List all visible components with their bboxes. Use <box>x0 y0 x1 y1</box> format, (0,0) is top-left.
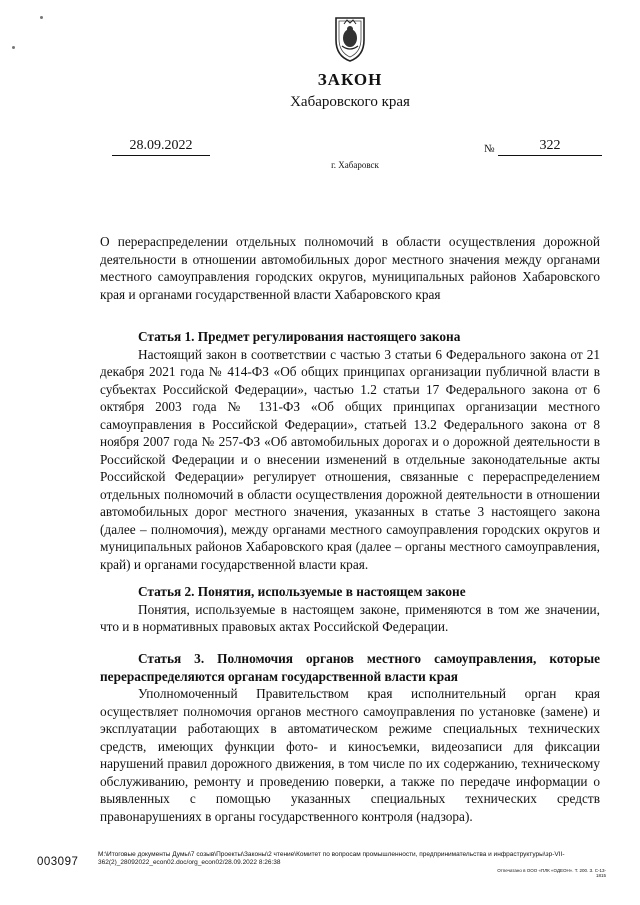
article-heading: Статья 1. Предмет регулирования настоящего закона <box>138 329 461 344</box>
document-type: ЗАКОН <box>317 70 383 89</box>
document-date: 28.09.2022 <box>112 138 210 156</box>
article-3 <box>100 650 600 825</box>
margin-mark <box>40 16 43 19</box>
coat-of-arms-icon <box>330 14 370 64</box>
document-number: 322 <box>498 138 602 156</box>
footer-print-stamp: Отпечатано в ООО «ПЛК «ОДЕОН». Т. 200. З. С-13-1815 <box>497 868 606 878</box>
number-sign: № <box>484 143 495 155</box>
law-title: О перераспределении отдельных полномочий в области осуществления дорожной деятельности в отношении автомобильных дорог местного значения между органами местного самоуправления городских округов, муниципальных районов Хабаровского края и органами государственной власти Хабаровского края <box>100 234 600 302</box>
coat-of-arms-emblem <box>330 14 370 64</box>
margin-mark <box>12 46 15 49</box>
article-heading: Статья 3. Полномочия органов местного самоуправления, которые перераспределяются органам государственной власти края <box>100 651 600 684</box>
footer-file-path: М:\Итоговые документы Думы\7 созыв\Проекты\Законы\2 чтение\Комитет по вопросам промышленности, предпринимательства и инфраструктуры\зр-VII-362(2)_28092022_econ02.doc/org_econ02/28.09.2022 8:26:38 <box>98 851 565 866</box>
region-name: Хабаровского края <box>290 94 410 110</box>
city-name: г. Хабаровск <box>331 160 379 170</box>
article-1 <box>100 328 600 573</box>
article-body: Настоящий закон в соответствии с частью 3 статьи 6 Федерального закона от 21 декабря 2021 года № 414-ФЗ «Об общих принципах организации публичной власти в субъектах Российской Федерации», частью 1.2 статьи 17 Федерального закона от 6 октября 2003 года № 131-ФЗ «Об общих принципах организации местного самоуправления в Российской Федерации», статьей 13.2 Федерального закона от 8 ноября 2007 года № 257-ФЗ «Об автомобильных дорогах и о дорожной деятельности в Российской Федерации и о внесении изменений в отдельные законодательные акты Российской Федерации» регулирует отношения, связанные с перераспределением отдельных полномочий в области осуществления дорожной деятельности в отношении автомобильных дорог местного значения, указанных в статье 3 настоящего закона (далее – полномочия), между органами местного самоуправления городских округов и муниципальных районов Хабаровского края (далее – органы местного самоуправления, край) и органами государственной власти края. <box>100 346 600 572</box>
footer-code: 003097 <box>37 856 79 868</box>
article-heading: Статья 2. Понятия, используемые в настоящем законе <box>138 584 466 599</box>
article-body: Понятия, используемые в настоящем законе, применяются в том же значении, что и в нормативных правовых актах Российской Федерации. <box>100 601 600 634</box>
article-2 <box>100 583 600 636</box>
article-body: Уполномоченный Правительством края исполнительный орган края осуществляет полномочия органов местного самоуправления по установке (замене) и эксплуатации работающих в автоматическом режиме специальных технических средств, имеющих функции фото- и киносъемки, видеозаписи для фиксации нарушений правил дорожного движения, в том числе по их содержанию, техническому обслуживанию, ремонту и проведению поверки, а также по передаче информации о выявленных с помощью указанных специальных технических средств правонарушениях в органы государственного контроля (надзора). <box>100 686 600 824</box>
